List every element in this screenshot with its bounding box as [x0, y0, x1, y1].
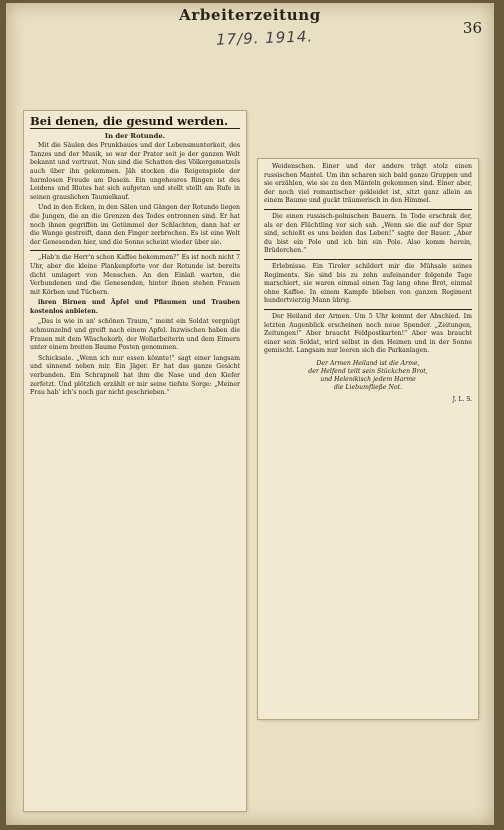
article-headline: Bei denen, die gesund werden.	[30, 117, 240, 129]
article-column-right	[258, 159, 478, 408]
poem-line: die Liebumfließe Not.	[333, 383, 403, 391]
signature: J. L. S.	[452, 395, 472, 403]
paragraph: „Das is wie in an' schönen Traum,“ meint ein Soldat vergnügt schmunzelnd und greift nach einem Apfel. Inzwischen haben die Frauen mit dem Wäschekorb, der Wollarbeiterin und dem Eimern unter einem breiten Baume Posten genommen.	[30, 318, 240, 352]
divider	[264, 259, 472, 260]
paragraph: Die einen russisch-polnischen Bauern. In Tode erschrak der, als er den Flüchtling vor sich sah. „Wenn sie die auf der Spur sind, schießt es uns beiden das Leben!“ sagte der Bauer. „Aber du bist ein Pole und ich bin ein Pole. Also komm herein, Brüderchen.“	[264, 212, 472, 255]
divider	[30, 250, 240, 251]
bold-phrase: ihren Birnen und Äpfel und Pflaumen und Trauben kostenlos anbieten.	[30, 299, 240, 315]
paragraph: „Hab'n die Herr'n schon Kaffee bekommen?“ Es ist noch nicht 7 Uhr, aber die kleine Plankenpforte vor der Rotunde ist bereits dicht umlagert von Menschen. An den Einlaß warten, die Verbundenen und die Genesenden, hinter ihnen stehen Frauen mit Körben und Tüchern.	[30, 254, 240, 296]
article-clip-left	[24, 111, 246, 811]
poem-line: Der Armen Heiland ist die Arme,	[316, 359, 420, 367]
newspaper-page	[6, 3, 494, 825]
paragraph: Erlebnisse. Ein Tiroler schildert mir die Mühsale seines Regiments. Sie sind bis zu zehn aufeinander folgende Tage marschiert, sie waren einmal einen Tag lang ohne Brot, einmal ohne Kaffee. In einem Kampfe blieben von ganzen Regiment hundertvierzig Mann übrig.	[264, 262, 472, 305]
article-subhead: In der Rotunde.	[104, 131, 166, 140]
divider	[264, 309, 472, 310]
poem-line: und Helenikisch jedem Harme	[320, 375, 416, 383]
divider	[264, 209, 472, 210]
paragraph: Schicksale. „Wenn ich nur essen könnte!“ sagt einer langsam und sinnend neben mir. Ein Jäger. Er hat das ganze Gesicht verbunden. Ein Schrapnell hat ihm die Nase und den Kiefer zerfetzt. Und plötzlich erzählt er mir seine tiefste Sorge: „Meiner Frau hab' ich's noch gar nicht geschrieben.“	[30, 354, 240, 397]
handwritten-date: 17/9. 1914.	[215, 27, 314, 49]
poem-line: der Helfend teilt sein Stückchen Brot,	[308, 367, 428, 375]
poem	[264, 360, 472, 392]
paragraph: Und in den Ecken, in den Sälen und Gängen der Rotunde liegen die Jungen, die an die Grenzen des Todes entronnen sind. Er hat noch ihnen gegriffen im Getümmel der Schlachten, dann hat er die Wange gestreift, dann den Finger zerbrochen. Es ist eine Welt der Genesenden hier, und die Sonne scheint wieder über sie.	[30, 204, 240, 246]
paragraph: Der Heiland der Armen. Um 5 Uhr kommt der Abschied. Im letzten Augenblick erscheinen noch neue Spender. „Zeitungen, Zeitungen!“ Aber braucht Feldpostkarten!“ Aber was braucht einer sein Soldat, wird selbst in den Heimen und in der Sonne gemischt. Langsam nur leeren sich die Parkanlagen.	[264, 312, 472, 355]
article-clip-right	[258, 159, 478, 719]
masthead: Arbeiterzeitung	[179, 6, 321, 24]
paragraph: Mit die Säulen des Prunkbaues und der Lebensmunterkeit, des Tanzes und der Musik, so war der Prater seit je der ganzen Welt bekannt und vertraut. Nun sind die Schatten des Völkergemetzels auch über ihn gekommen. Jäh stocken die Reigenspiele der harmlosen Freude am Dasein. Ein ungeheures Ringen ist des Leidens und Blutes hat sich aufgetan und stellt stellt am Rufe in seinen grauslichen Taumelkauf.	[30, 142, 240, 201]
page-number: 36	[462, 19, 482, 37]
article-column-left	[24, 111, 246, 404]
paragraph: Weidenschen. Einer und der andere trägt stolz einen russischen Mantel. Um ihn scharen sich bald ganze Gruppen und sie erzählen, wie sie zu den Mänteln gekommen sind. Einer aber, der noch viel romantischer gekleidet ist, sitzt ganz allein an einem Baume und guckt träumerisch in den Himmel.	[264, 163, 472, 205]
